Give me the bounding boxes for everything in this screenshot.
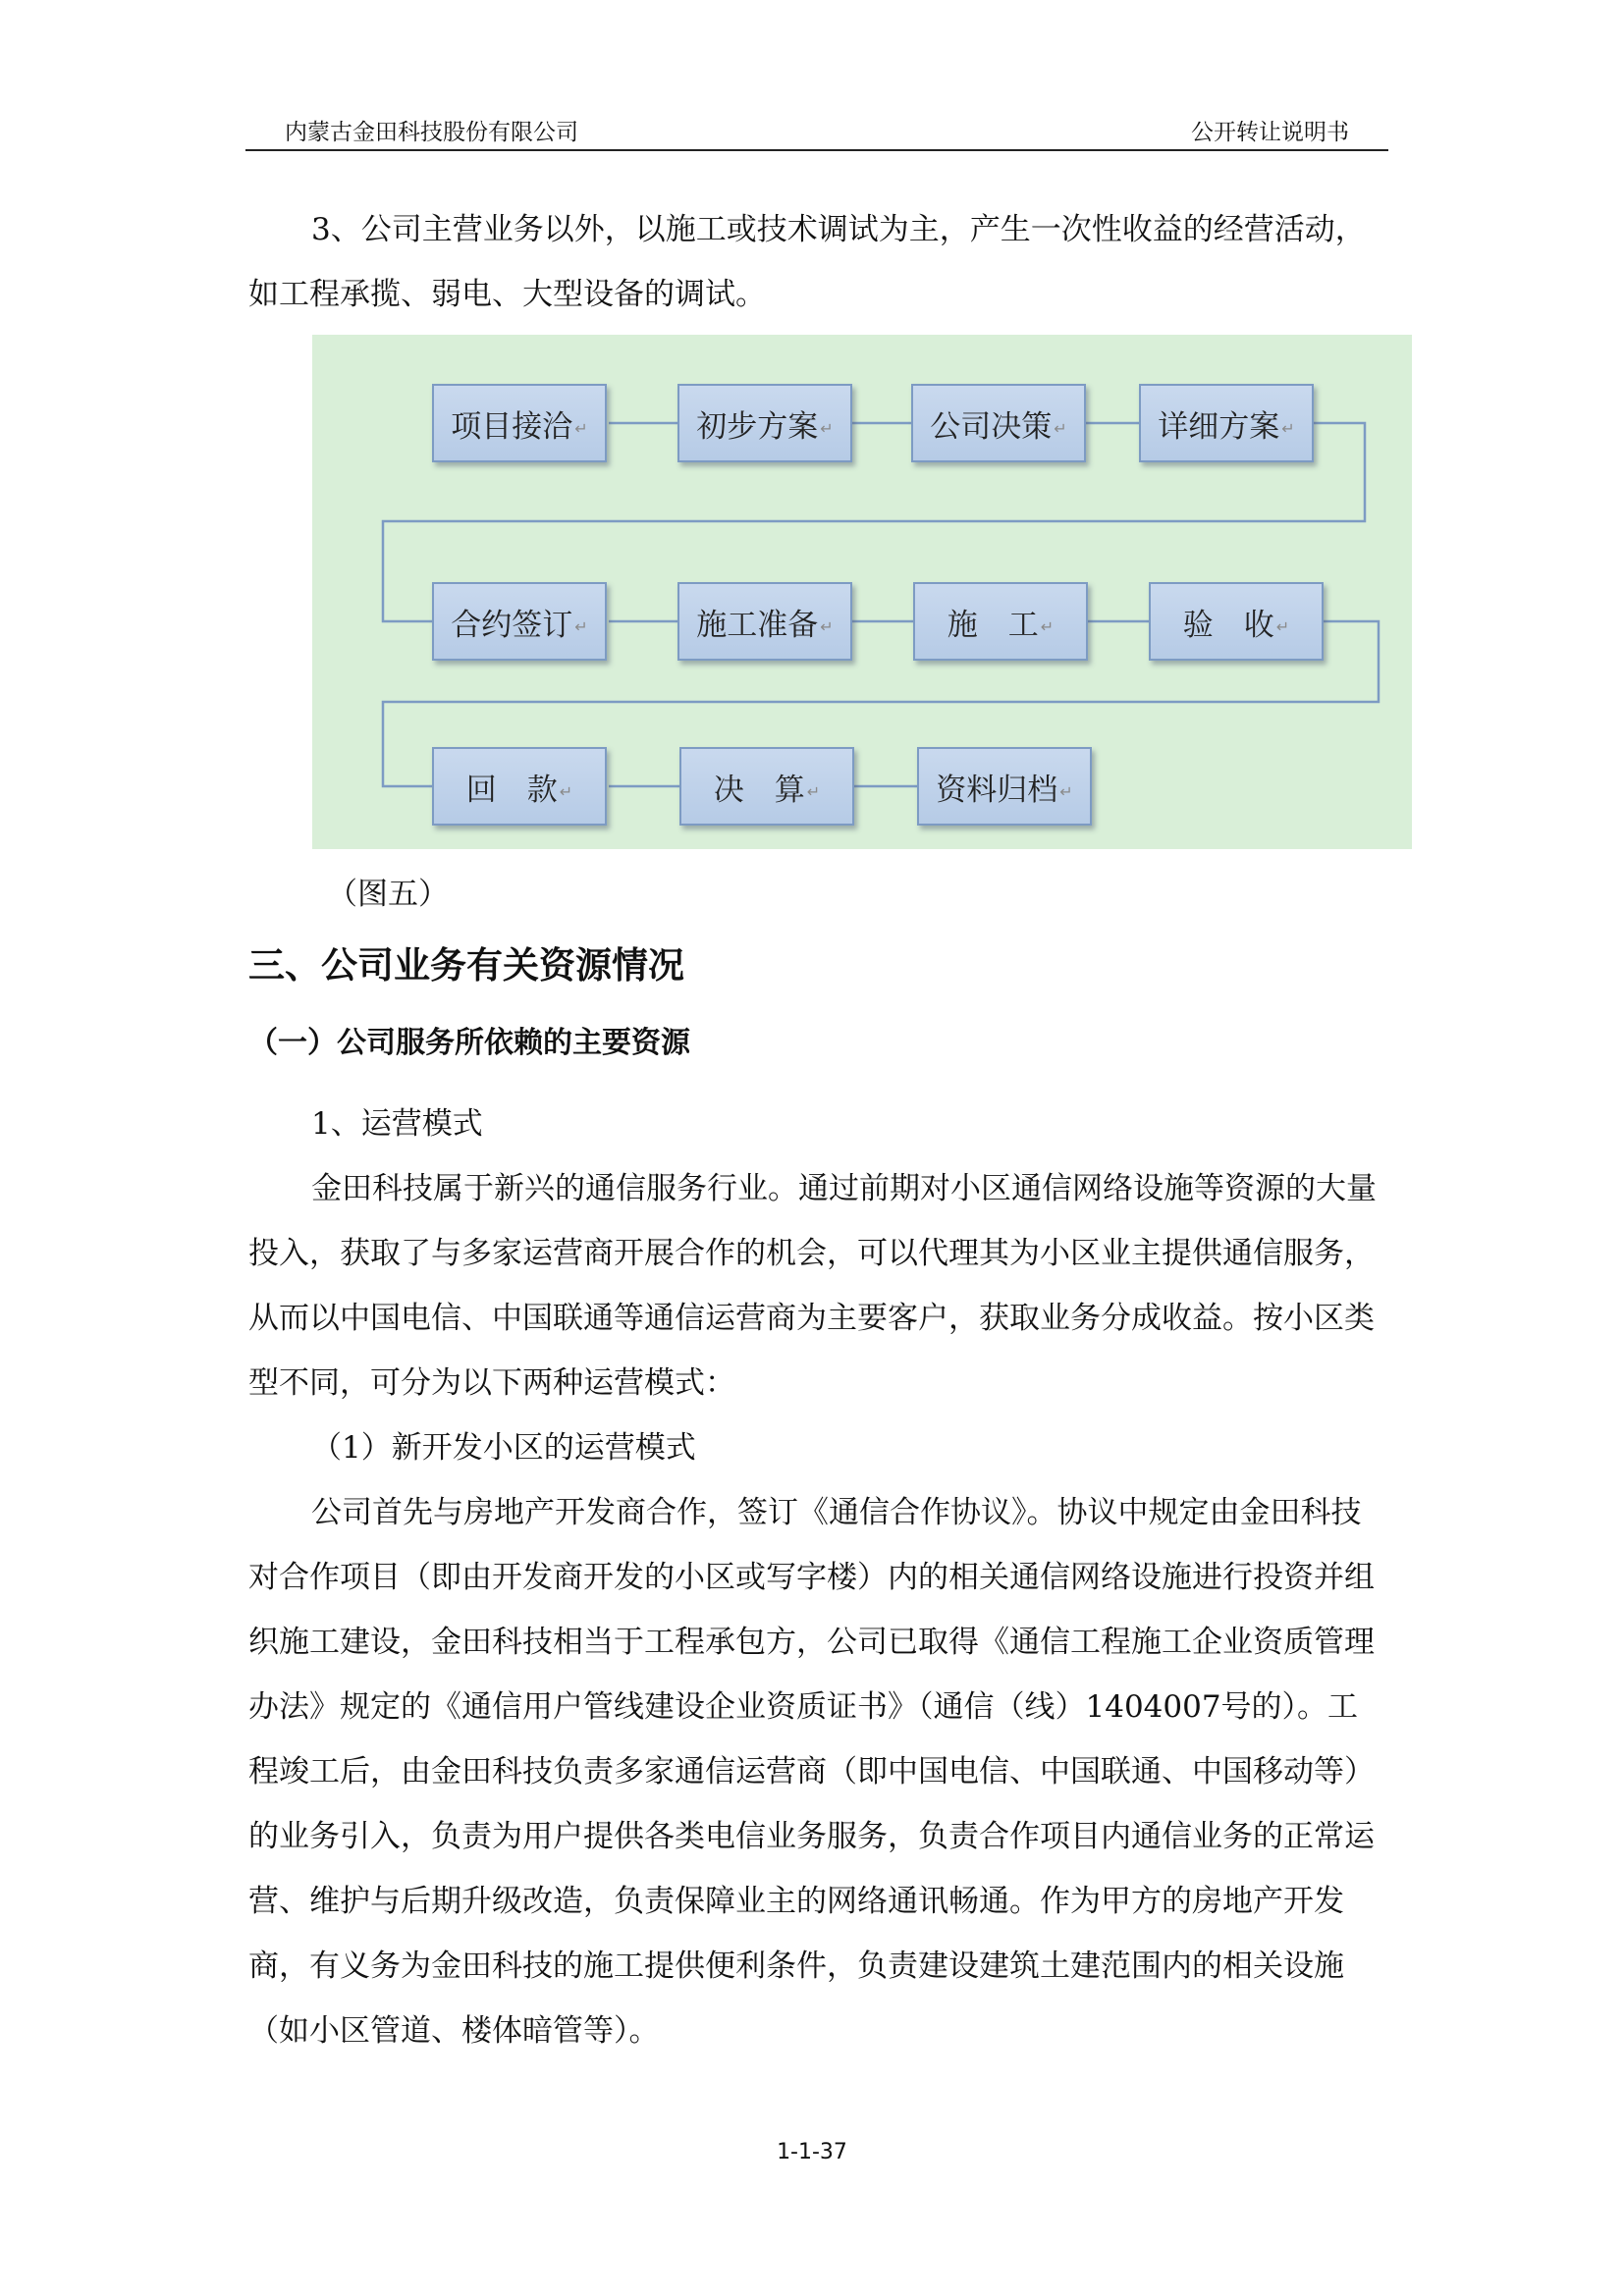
step-box: 施工准备 ↵ bbox=[677, 582, 852, 661]
step-label: 决 算 bbox=[713, 772, 805, 808]
step-box: 项目接洽 ↵ bbox=[432, 384, 607, 462]
header-doc-type: 公开转让说明书 bbox=[1191, 120, 1349, 145]
sub-item-title: （1）新开发小区的运营模式 bbox=[311, 1430, 696, 1466]
step-box: 合约签订 ↵ bbox=[432, 582, 607, 661]
step-label: 验 收 bbox=[1182, 607, 1274, 643]
process-flow-diagram bbox=[312, 335, 1412, 849]
section-title: 三、公司业务有关资源情况 bbox=[248, 944, 684, 987]
step-label: 合约签订 bbox=[451, 607, 573, 643]
step-label: 资料归档 bbox=[936, 772, 1058, 808]
header-company: 内蒙古金田科技股份有限公司 bbox=[285, 120, 578, 145]
step-box: 验 收 ↵ bbox=[1149, 582, 1324, 661]
step-box: 施 工 ↵ bbox=[913, 582, 1088, 661]
step-label: 施工准备 bbox=[696, 607, 819, 643]
step-label: 回 款 bbox=[465, 772, 558, 808]
step-box: 初步方案 ↵ bbox=[677, 384, 852, 462]
item-title: 1、运营模式 bbox=[311, 1106, 483, 1142]
figure-caption: （图五） bbox=[327, 877, 449, 912]
header-rule bbox=[245, 149, 1388, 151]
step-box: 公司决策 ↵ bbox=[911, 384, 1086, 462]
page-header bbox=[245, 114, 1388, 151]
subsection-title: （一）公司服务所依赖的主要资源 bbox=[248, 1026, 690, 1060]
step-box: 详细方案 ↵ bbox=[1139, 384, 1314, 462]
step-label: 项目接洽 bbox=[451, 408, 573, 445]
step-label: 初步方案 bbox=[696, 408, 819, 445]
step-label: 施 工 bbox=[947, 607, 1039, 643]
step-label: 详细方案 bbox=[1158, 408, 1280, 445]
body-paragraph-2: 公司首先与房地产开发商合作，签订《通信合作协议》。协议中规定由金田科技对合作项目（即由开发商开发的小区或写字楼）内的相关通信网络设施进行投资并组织施工建设，金田科技相当于工程承包方，公司已取得《通信工程施工企业资质管理办法》规定的《通信用户管线建设企业资质证书》（通信（线）1404007号的）。工程竣工后，由金田科技负责多家通信运营商（即中国电信、中国联通、中国移动等）的业务引入，负责为用户提供各类电信业务服务，负责合作项目内通信业务的正常运营、维护与后期升级改造，负责保障业主的网络通讯畅通。作为甲方的房地产开发商，有义务为金田科技的施工提供便利条件，负责建设建筑土建范围内的相关设施（如小区管道、楼体暗管等）。 bbox=[248, 1495, 1375, 2049]
step-box: 资料归档 ↵ bbox=[917, 747, 1092, 826]
page-number: 1-1-37 bbox=[777, 2140, 847, 2164]
body-paragraph-1: 金田科技属于新兴的通信服务行业。通过前期对小区通信网络设施等资源的大量投入，获取了与多家运营商开展合作的机会，可以代理其为小区业主提供通信服务，从而以中国电信、中国联通等通信运营商为主要客户，获取业务分成收益。按小区类型不同，可分为以下两种运营模式： bbox=[248, 1171, 1377, 1401]
intro-paragraph: 3、公司主营业务以外，以施工或技术调试为主，产生一次性收益的经营活动，如工程承揽、弱电、大型设备的调试。 bbox=[248, 212, 1366, 312]
step-box: 回 款 ↵ bbox=[432, 747, 607, 826]
step-label: 公司决策 bbox=[930, 408, 1053, 445]
step-box: 决 算 ↵ bbox=[679, 747, 854, 826]
